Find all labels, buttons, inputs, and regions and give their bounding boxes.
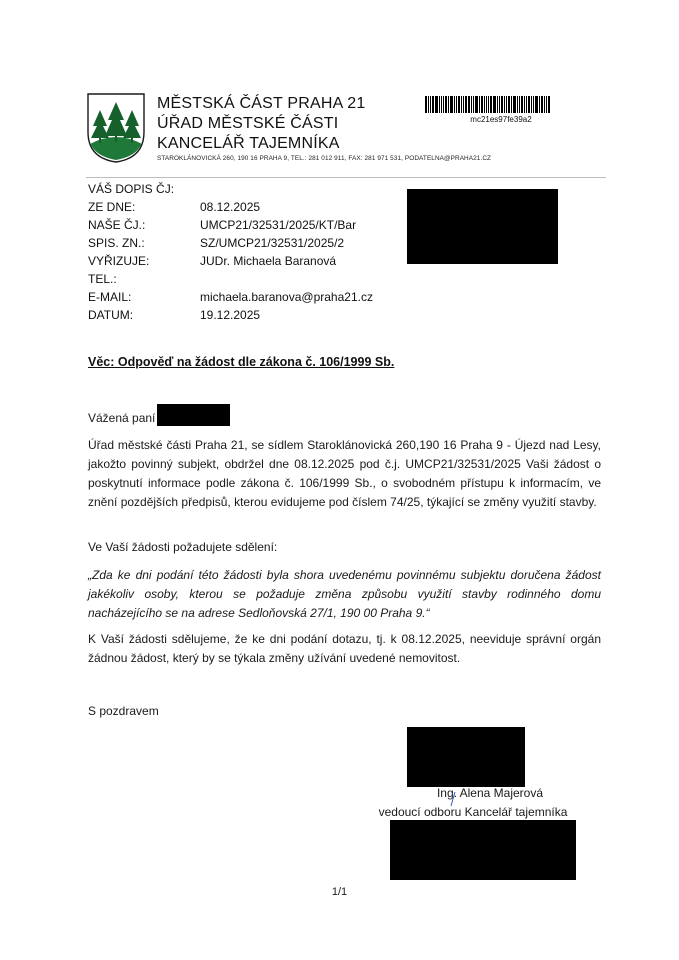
salutation: Vážená paní xyxy=(88,411,156,425)
redacted-stamp xyxy=(390,820,576,880)
value-ze-dne: 08.12.2025 xyxy=(200,200,261,214)
label-email: E-MAIL: xyxy=(88,290,132,304)
signatory-name: Ing. Alena Majerová xyxy=(436,786,544,800)
org-name-line2: ÚŘAD MĚSTSKÉ ČÁSTI xyxy=(157,115,339,132)
label-ze-dne: ZE DNE: xyxy=(88,200,136,214)
barcode-bar xyxy=(528,96,530,113)
barcode-bar xyxy=(439,96,440,113)
barcode-bar xyxy=(501,96,503,113)
barcode-bar xyxy=(548,96,550,113)
barcode-bar xyxy=(513,96,516,113)
barcode-bar xyxy=(471,96,472,113)
barcode-bar xyxy=(546,96,547,113)
barcode-bar xyxy=(430,96,431,113)
barcode-bar xyxy=(493,96,496,113)
barcode-bar xyxy=(435,96,438,113)
value-nase-cj: UMCP21/32531/2025/KT/Bar xyxy=(200,218,357,232)
barcode-bar xyxy=(488,96,489,113)
body-paragraph-3: K Vaší žádosti sdělujeme, že ke dni podání dotazu, tj. k 08.12.2025, neeviduje správní orgán žádnou žádost, který by se týkala změny užívání uvedené nemovitost. xyxy=(88,632,601,665)
label-spis-zn: SPIS. ZN.: xyxy=(88,236,145,250)
barcode-bar xyxy=(443,96,444,113)
redacted-recipient-address xyxy=(407,189,558,264)
signatory-role: vedoucí odboru Kancelář tajemníka xyxy=(378,805,568,819)
barcode-bar xyxy=(521,96,523,113)
label-vyrizuje: VYŘIZUJE: xyxy=(88,254,150,268)
barcode-bar xyxy=(519,96,520,113)
barcode-bar xyxy=(508,96,510,113)
barcode-bar xyxy=(473,96,474,113)
barcode-text: mc21es97fe39a2 xyxy=(470,115,532,124)
org-name-line3: KANCELÁŘ TAJEMNÍKA xyxy=(157,135,340,152)
value-email: michaela.baranova@praha21.cz xyxy=(200,290,373,304)
request-quote: „Zda ke dni podání této žádosti byla shora uvedenému povinnému subjektu doručena žádost jakékoliv osoby, kterou se požaduje změna způsobu využití stavby rodinného domu nacházejícího se na adrese Sedloňovská 27/1, 190 00 Praha 9.“ xyxy=(88,568,601,620)
barcode-bar xyxy=(535,96,538,113)
coat-of-arms-trees-icon xyxy=(86,92,146,164)
barcode-bar xyxy=(484,96,485,113)
barcode-bar xyxy=(541,96,543,113)
barcode-bar xyxy=(463,96,464,113)
barcode-bar xyxy=(499,96,500,113)
letter-subject: Věc: Odpověď na žádost dle zákona č. 106/1999 Sb. xyxy=(88,355,395,369)
barcode-bar xyxy=(531,96,532,113)
barcode-bar xyxy=(454,96,455,113)
barcode xyxy=(425,96,577,113)
header-divider xyxy=(86,177,606,178)
barcode-bar xyxy=(425,96,427,113)
barcode-bar xyxy=(458,96,460,113)
barcode-bar xyxy=(450,96,453,113)
redacted-recipient-name xyxy=(157,404,230,426)
body-paragraph-2: Ve Vaší žádosti požadujete sdělení: xyxy=(88,540,278,554)
closing: S pozdravem xyxy=(88,704,159,718)
barcode-bar xyxy=(468,96,470,113)
barcode-bar xyxy=(504,96,505,113)
barcode-bar xyxy=(481,96,483,113)
barcode-bar xyxy=(511,96,512,113)
value-vyrizuje: JUDr. Michaela Baranová xyxy=(200,254,337,268)
value-datum: 19.12.2025 xyxy=(200,308,261,322)
barcode-bar xyxy=(497,96,498,113)
label-datum: DATUM: xyxy=(88,308,134,322)
barcode-bar xyxy=(461,96,462,113)
barcode-bar xyxy=(506,96,507,113)
barcode-bar xyxy=(539,96,540,113)
barcode-bar xyxy=(432,96,434,113)
barcode-bar xyxy=(490,96,492,113)
page-number: 1/1 xyxy=(331,886,348,898)
barcode-bar xyxy=(428,96,429,113)
barcode-bar xyxy=(533,96,534,113)
body-paragraph-1: Úřad městské části Praha 21, se sídlem Staroklánovická 260,190 16 Praha 9 - Újezd nad Lesy, jakožto povinný subjekt, obdržel dne 08.12.2025 pod č.j. UMCP21/32531/2025 Vaši žádost o poskytnutí informace podle zákona č. 106/1999 Sb., o svobodném přístupu k informacím, ve znění pozdějších předpisů, kterou evidujeme pod číslem 74/25, týkající se změny využití stavby. xyxy=(88,438,601,509)
barcode-bar xyxy=(486,96,487,113)
barcode-bar xyxy=(475,96,478,113)
barcode-bar xyxy=(526,96,527,113)
label-nase-cj: NAŠE ČJ.: xyxy=(88,218,146,232)
org-name-line1: MĚSTSKÁ ČÁST PRAHA 21 xyxy=(157,95,366,112)
label-vas-dopis: VÁŠ DOPIS ČJ: xyxy=(88,182,175,196)
redacted-signature xyxy=(407,727,525,787)
barcode-bar xyxy=(445,96,447,113)
coat-of-arms-logo xyxy=(86,92,146,164)
barcode-bar xyxy=(465,96,467,113)
org-address: STAROKLÁNOVICKÁ 260, 190 16 PRAHA 9, TEL.: 281 012 911, FAX: 281 971 531, PODATELNA@PRAHA21.CZ xyxy=(157,155,492,162)
barcode-bar xyxy=(524,96,525,113)
barcode-bar xyxy=(456,96,457,113)
label-tel: TEL.: xyxy=(88,272,117,286)
barcode-bar xyxy=(441,96,442,113)
value-spis-zn: SZ/UMCP21/32531/2025/2 xyxy=(200,236,345,250)
barcode-bar xyxy=(479,96,480,113)
barcode-bar xyxy=(448,96,449,113)
barcode-bar xyxy=(544,96,545,113)
barcode-bar xyxy=(517,96,518,113)
